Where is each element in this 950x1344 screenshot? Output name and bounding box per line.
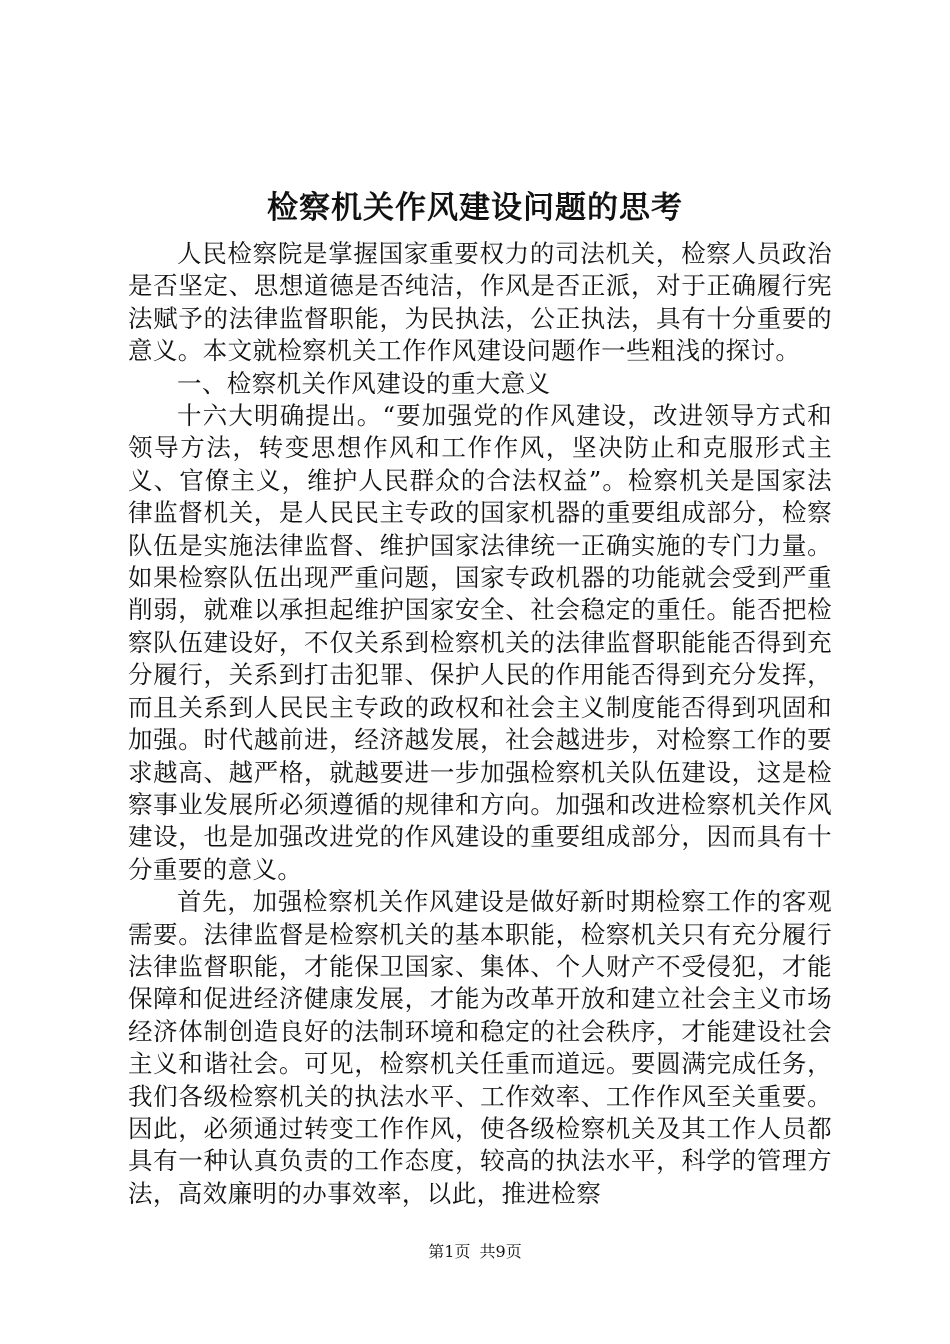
paragraph-first-point: 首先，加强检察机关作风建设是做好新时期检察工作的客观需要。法律监督是检察机关的基本职能，检察机关只有充分履行法律监督职能，才能保卫国家、集体、个人财产不受侵犯，才能保障和促进经济健康发展，才能为改革开放和建立社会主义市场经济体制创造良好的法制环境和稳定的社会秩序，才能建设社会主义和谐社会。可见，检察机关任重而道远。要圆满完成任务，我们各级检察机关的执法水平、工作效率、工作作风至关重要。因此，必须通过转变工作作风，使各级检察机关及其工作人员都具有一种认真负责的工作态度，较高的执法水平，科学的管理方法，高效廉明的办事效率，以此，推进检察 (128, 887, 832, 1208)
page-number: 第1页 (428, 1242, 471, 1261)
paragraph-significance: 十六大明确提出。“要加强党的作风建设，改进领导方式和领导方法，转变思想作风和工作作风，坚决防止和克服形式主义、官僚主义，维护人民群众的合法权益”。检察机关是国家法律监督机关，是人民民主专政的国家机器的重要组成部分，检察队伍是实施法律监督、维护国家法律统一正确实施的专门力量。如果检察队伍出现严重问题，国家专政机器的功能就会受到严重削弱，就难以承担起维护国家安全、社会稳定的重任。能否把检察队伍建设好，不仅关系到检察机关的法律监督职能能否得到充分履行，关系到打击犯罪、保护人民的作用能否得到充分发挥，而且关系到人民民主专政的政权和社会主义制度能否得到巩固和加强。时代越前进，经济越发展，社会越进步，对检察工作的要求越高、越严格，就越要进一步加强检察机关队伍建设，这是检察事业发展所必须遵循的规律和方向。加强和改进检察机关作风建设，也是加强改进党的作风建设的重要组成部分，因而具有十分重要的意义。 (128, 401, 832, 884)
document-body (128, 238, 832, 1210)
page-footer (0, 1240, 950, 1264)
document-title: 检察机关作风建设问题的思考 (267, 190, 683, 226)
page-total: 共9页 (479, 1242, 522, 1261)
section-heading: 一、检察机关作风建设的重大意义 (177, 368, 551, 398)
paragraph-intro: 人民检察院是掌握国家重要权力的司法机关，检察人员政治是否坚定、思想道德是否纯洁，作风是否正派，对于正确履行宪法赋予的法律监督职能，为民执法，公正执法，具有十分重要的意义。本文就检察机关工作作风建设问题作一些粗浅的探讨。 (128, 239, 832, 366)
